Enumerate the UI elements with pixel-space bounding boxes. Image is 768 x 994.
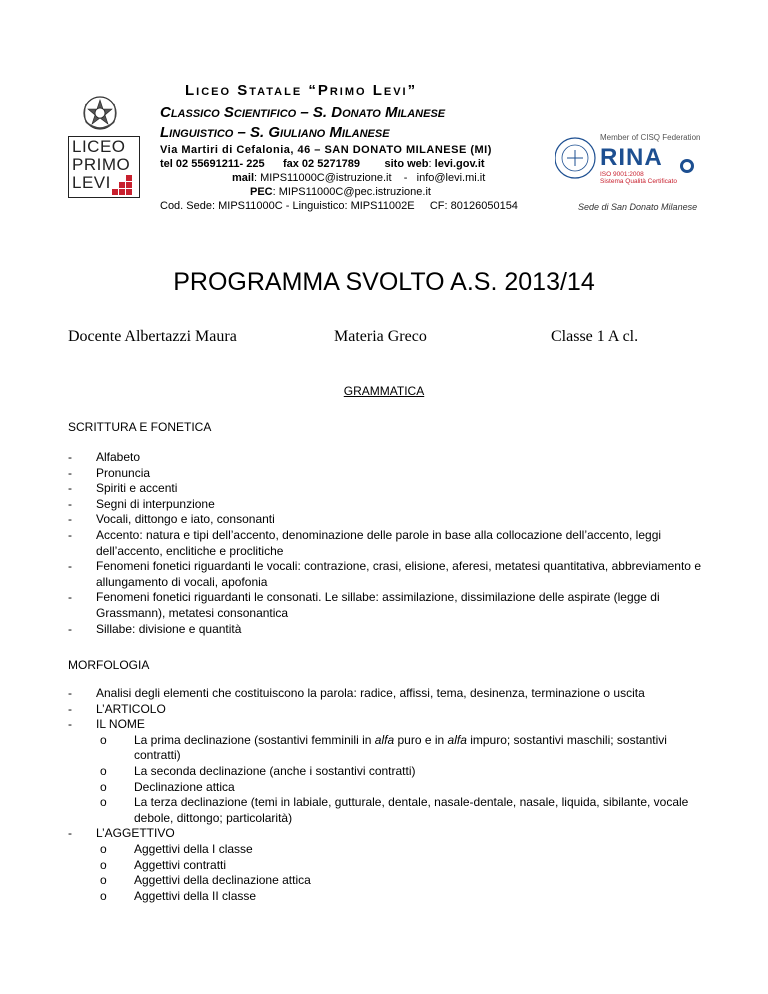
school-name: Liceo Statale “Primo Levi” [185, 82, 418, 99]
sub-list-item: o La terza declinazione (temi in labiale, gutturale, dentale, nasale-dentale, nasale, liquida, sibilante, vocale debole, dittongo; particolarità) [100, 795, 689, 825]
logo-text: LICEO PRIMO LEVI [72, 137, 131, 192]
list-item: - Spiriti e accenti [68, 481, 178, 496]
list-item: - Vocali, dittongo e iato, consonanti [68, 512, 275, 527]
list-item: - Fenomeni fonetici riguardanti le consonati. Le sillabe: assimilazione, dissimilazione delle aspirate (legge di Grassmann), metatesi consonantica [68, 590, 660, 620]
sub-list-item: o Aggettivi della II classe [100, 888, 257, 903]
rina-member-text: Member of CISQ Federation [600, 133, 701, 142]
list-item: - Fenomeni fonetici riguardanti le vocali: contrazione, crasi, elisione, aferesi, metatesi quantitativa, abbreviamento e allungamento di vocali, apofonia [68, 559, 701, 589]
teacher: Docente Albertazzi Maura [68, 328, 237, 345]
school-branch-1: Classico Scientifico – S. Donato Milanese [160, 104, 446, 121]
page-title: PROGRAMMA SVOLTO A.S. 2013/14 [173, 268, 595, 296]
subject: Materia Greco [334, 328, 427, 345]
mail-line: mail: MIPS11000C@istruzione.it - info@levi.mi.it [232, 172, 486, 184]
pec-line: PEC: MIPS11000C@pec.istruzione.it [250, 186, 431, 198]
morfologia-list [68, 686, 708, 904]
aggettivo-sublist [96, 842, 708, 904]
school-branch-2: Linguistico – S. Giuliano Milanese [160, 124, 390, 141]
scrittura-list [68, 450, 708, 637]
codes-line: Cod. Sede: MIPS11000C - Linguistico: MIPS11002E CF: 80126050154 [160, 200, 518, 212]
section-title: GRAMMATICA [343, 384, 425, 398]
sub-list-item: o Declinazione attica [100, 779, 235, 794]
list-item: - Pronuncia [68, 465, 151, 480]
sub-list-item: o Aggettivi della declinazione attica [100, 873, 311, 888]
sub-list-item: o Aggettivi della I classe [100, 841, 253, 856]
list-item: - IL NOME o La prima declinazione (sostantivi femminili in alfa puro e in alfa impuro; sostantivi maschili; sostantivi contratti) o La seconda declinazione (anche i sostantivi contratti) o Declinazione attica o La terza declinazione (temi in labiale, gutturale, dentale, nasale-dentale, nasale, liquida, sibilante, vocale debole, dittongo; particolarità) [68, 717, 708, 826]
list-item: - Segni di interpunzione [68, 496, 215, 511]
school-logo [68, 136, 140, 198]
rina-iso-text: ISO 9001:2008 Sistema Qualità Certificato [600, 171, 677, 185]
republic-emblem-icon [80, 92, 120, 134]
scrittura-heading: SCRITTURA E FONETICA [68, 420, 212, 434]
list-item: - Accento: natura e tipi dell’accento, denominazione delle parole in base alla collocazione dell’accento, leggi dell’accento, enclitiche e proclitiche [68, 527, 662, 558]
sub-list-item: o La seconda declinazione (anche i sostantivi contratti) [100, 763, 416, 778]
list-item: - Alfabeto [68, 450, 141, 464]
nome-sublist [96, 733, 708, 827]
list-item: - L’AGGETTIVO o Aggettivi della I classe o Aggettivi contratti o Aggettivi della declinazione attica o Aggettivi della II classe [68, 826, 708, 904]
morfologia-heading: MORFOLOGIA [68, 658, 150, 672]
class: Classe 1 A cl. [551, 328, 639, 345]
school-address: Via Martiri di Cefalonia, 46 – SAN DONATO MILANESE (MI) [160, 144, 492, 156]
list-item: - L’ARTICOLO [68, 701, 166, 716]
sub-list-item: o La prima declinazione (sostantivi femminili in alfa puro e in alfa impuro; sostantivi maschili; sostantivi contratti) [100, 732, 667, 763]
rina-logo-text: RINA [600, 144, 663, 171]
sub-list-item: o Aggettivi contratti [100, 857, 227, 872]
list-item: - Analisi degli elementi che costituiscono la parola: radice, affissi, tema, desinenza, terminazione o uscita [68, 686, 645, 700]
list-item: - Sillabe: divisione e quantità [68, 621, 242, 636]
phone-line: tel 02 55691211- 225 fax 02 5271789 sito web: levi.gov.it [160, 158, 485, 170]
rina-sede: Sede di San Donato Milanese [578, 202, 698, 212]
